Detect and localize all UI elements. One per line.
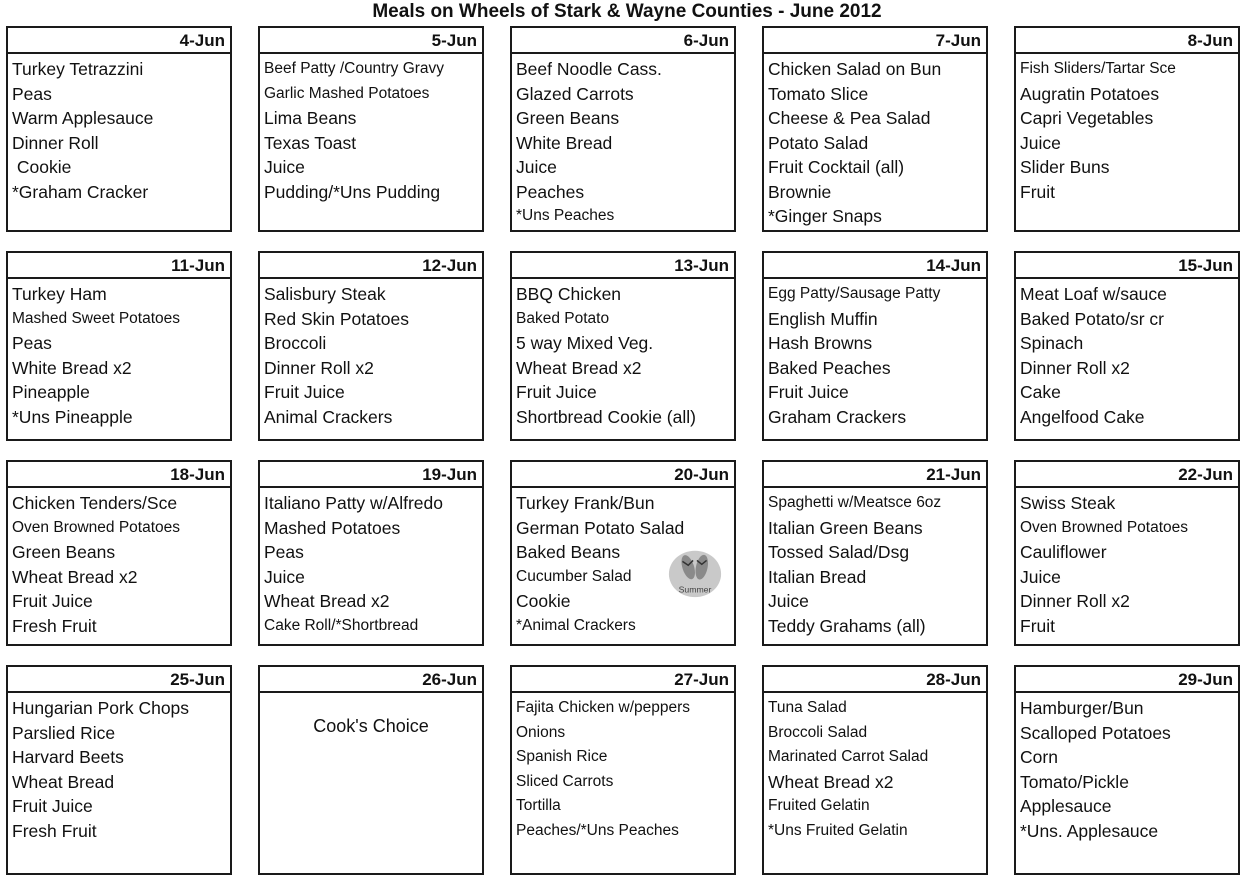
day-cell-22-jun: [1014, 460, 1240, 646]
menu-item: Shortbread Cookie (all): [516, 406, 696, 427]
day-cell-20-jun: [510, 460, 736, 646]
day-date: 15-Jun: [1016, 253, 1238, 279]
menu-item: Baked Peaches: [768, 357, 891, 378]
day-cell-28-jun: [762, 665, 988, 875]
menu-item: Tomato Slice: [768, 83, 869, 104]
menu-item: Mashed Sweet Potatoes: [12, 309, 181, 327]
menu-item: Juice: [768, 591, 809, 611]
menu-item: Red Skin Potatoes: [264, 308, 409, 329]
day-cell-26-jun: [258, 665, 484, 875]
day-cell-18-jun: [6, 460, 232, 646]
menu-item: Applesauce: [1020, 796, 1112, 816]
menu-item: Dinner Roll x2: [1020, 357, 1130, 378]
menu-item-list: [8, 693, 230, 843]
menu-item-list: [260, 488, 482, 638]
menu-item: Potato Salad: [768, 132, 869, 153]
menu-item: Baked Potato: [516, 309, 610, 327]
menu-item: Texas Toast: [264, 132, 357, 153]
day-date: 6-Jun: [512, 28, 734, 54]
menu-item: Beef Patty /Country Gravy: [264, 60, 445, 77]
menu-item: Juice: [516, 157, 557, 177]
menu-item: Baked Potato/sr cr: [1020, 308, 1164, 329]
day-cell-15-jun: [1014, 251, 1240, 441]
menu-item: Hungarian Pork Chops: [12, 698, 190, 718]
menu-item: BBQ Chicken: [516, 284, 622, 304]
menu-item: *Graham Cracker: [12, 181, 149, 202]
menu-item: Juice: [264, 157, 305, 177]
menu-item: Graham Crackers: [768, 406, 907, 427]
menu-item: Turkey Frank/Bun: [516, 493, 655, 513]
day-date: 18-Jun: [8, 462, 230, 488]
menu-item: Italian Green Beans: [768, 517, 923, 538]
menu-item: Dinner Roll x2: [1020, 591, 1130, 611]
menu-item: Egg Patty/Sausage Patty: [768, 285, 941, 302]
menu-item: Cheese & Pea Salad: [768, 108, 931, 128]
menu-item: Dinner Roll: [12, 132, 99, 153]
day-cell-21-jun: [762, 460, 988, 646]
menu-item: Spaghetti w/Meatsce 6oz: [768, 494, 942, 511]
menu-item: Tossed Salad/Dsg: [768, 542, 910, 562]
page-title: Meals on Wheels of Stark & Wayne Counties - June 2012: [372, 1, 882, 22]
menu-item: Sliced Carrots: [516, 772, 614, 790]
menu-item: Cake: [1020, 382, 1061, 402]
day-date: 5-Jun: [260, 28, 482, 54]
menu-item: Lima Beans: [264, 108, 357, 128]
day-date: 20-Jun: [512, 462, 734, 488]
menu-item: Swiss Steak: [1020, 493, 1116, 513]
day-date: 11-Jun: [8, 253, 230, 279]
menu-item: Fruit: [1020, 615, 1055, 636]
day-cell-6-jun: [510, 26, 736, 232]
menu-item: Oven Browned Potatoes: [1020, 518, 1189, 536]
menu-item-list: [260, 279, 482, 429]
day-date: 8-Jun: [1016, 28, 1238, 54]
menu-item: Fajita Chicken w/peppers: [516, 699, 691, 716]
menu-item: Fruit Juice: [12, 591, 93, 611]
menu-item: Green Beans: [12, 542, 116, 562]
day-cell-25-jun: [6, 665, 232, 875]
menu-item: *Uns Pineapple: [12, 406, 133, 427]
day-date: 22-Jun: [1016, 462, 1238, 488]
menu-item: Pineapple: [12, 382, 90, 402]
menu-item: Pudding/*Uns Pudding: [264, 181, 441, 202]
day-date: 29-Jun: [1016, 667, 1238, 693]
menu-item: Corn: [1020, 747, 1058, 767]
menu-item-list: [512, 54, 734, 229]
menu-item-list: [8, 279, 230, 429]
menu-item: Fresh Fruit: [12, 820, 97, 841]
day-date: 26-Jun: [260, 667, 482, 693]
day-cell-19-jun: [258, 460, 484, 646]
day-cell-7-jun: [762, 26, 988, 232]
menu-item: Hash Browns: [768, 333, 873, 353]
menu-item: Fish Sliders/Tartar Sce: [1020, 60, 1176, 77]
menu-item: Cake Roll/*Shortbread: [264, 616, 419, 634]
day-date: 12-Jun: [260, 253, 482, 279]
menu-item: *Uns Fruited Gelatin: [768, 821, 908, 839]
menu-item: Teddy Grahams (all): [768, 615, 926, 636]
menu-item: Marinated Carrot Salad: [768, 748, 929, 765]
day-date: 7-Jun: [764, 28, 986, 54]
menu-item: White Bread x2: [12, 357, 132, 378]
menu-item: Animal Crackers: [264, 406, 393, 427]
menu-item: Peas: [12, 333, 52, 353]
day-cell-8-jun: [1014, 26, 1240, 232]
menu-item: Wheat Bread: [12, 771, 115, 792]
day-date: 19-Jun: [260, 462, 482, 488]
menu-item: Fruited Gelatin: [768, 797, 870, 814]
menu-item: Juice: [264, 566, 305, 587]
menu-item: Mashed Potatoes: [264, 517, 401, 538]
menu-item: Spinach: [1020, 333, 1084, 353]
menu-item-list: [8, 54, 230, 204]
menu-item: Fruit Juice: [12, 796, 93, 816]
menu-item-list: [764, 279, 986, 429]
day-date: 4-Jun: [8, 28, 230, 54]
menu-item-list: [512, 279, 734, 429]
menu-item: Fruit: [1020, 181, 1055, 202]
day-date: 28-Jun: [764, 667, 986, 693]
menu-item: Fruit Juice: [264, 382, 345, 402]
menu-item-list: [764, 693, 986, 843]
cooks-choice-note: Cook's Choice: [313, 716, 429, 736]
menu-item: Glazed Carrots: [516, 83, 634, 104]
menu-item: Turkey Ham: [12, 284, 107, 304]
menu-item: Dinner Roll x2: [264, 357, 374, 378]
day-cell-11-jun: [6, 251, 232, 441]
menu-item: Peas: [12, 83, 52, 104]
menu-item-list: [512, 693, 734, 843]
menu-item: Green Beans: [516, 108, 620, 128]
flip-flops-summer-icon: [666, 544, 724, 602]
menu-item: Cookie: [12, 157, 72, 177]
menu-item: Broccoli Salad: [768, 723, 868, 741]
menu-item: Broccoli: [264, 333, 327, 353]
menu-item-list: [8, 488, 230, 638]
menu-item: Fresh Fruit: [12, 615, 97, 636]
summer-badge-text: Summer: [678, 584, 712, 595]
menu-item: Wheat Bread x2: [264, 591, 390, 611]
menu-item: Juice: [1020, 132, 1061, 153]
day-cell-4-jun: [6, 26, 232, 232]
day-date: 27-Jun: [512, 667, 734, 693]
day-date: 21-Jun: [764, 462, 986, 488]
menu-item: Spanish Rice: [516, 748, 608, 765]
menu-item: Peas: [264, 542, 304, 562]
day-date: 25-Jun: [8, 667, 230, 693]
menu-item: *Uns. Applesauce: [1020, 820, 1159, 841]
menu-item: Italiano Patty w/Alfredo: [264, 493, 443, 513]
menu-item: Warm Applesauce: [12, 108, 154, 128]
menu-item: Onions: [516, 723, 566, 741]
day-cell-29-jun: [1014, 665, 1240, 875]
menu-item: Wheat Bread x2: [768, 771, 894, 792]
menu-item: Scalloped Potatoes: [1020, 722, 1171, 743]
menu-item-list: [764, 54, 986, 229]
menu-item-list: [764, 488, 986, 638]
menu-item: 5 way Mixed Veg.: [516, 333, 654, 353]
menu-item: Harvard Beets: [12, 747, 124, 767]
menu-item: Italian Bread: [768, 566, 867, 587]
menu-item: Fruit Juice: [768, 382, 849, 402]
menu-item: Parslied Rice: [12, 722, 116, 743]
menu-item: Brownie: [768, 181, 832, 202]
menu-item-list: [1016, 488, 1238, 638]
menu-item: Juice: [1020, 566, 1061, 587]
menu-item: Wheat Bread x2: [12, 566, 138, 587]
menu-item: Cauliflower: [1020, 542, 1107, 562]
menu-item: Baked Beans: [516, 542, 621, 562]
menu-calendar-grid: [6, 26, 1240, 875]
menu-item: Slider Buns: [1020, 157, 1110, 177]
menu-item-list: [1016, 693, 1238, 843]
menu-item: Meat Loaf w/sauce: [1020, 284, 1167, 304]
menu-item: Oven Browned Potatoes: [12, 518, 181, 536]
menu-item-list: [1016, 54, 1238, 204]
menu-item: Tortilla: [516, 797, 561, 814]
menu-item: Cucumber Salad: [516, 567, 632, 585]
menu-item: Tuna Salad: [768, 699, 847, 716]
menu-item: White Bread: [516, 132, 613, 153]
menu-item: *Animal Crackers: [516, 616, 636, 634]
menu-item-list: [260, 54, 482, 204]
day-cell-27-jun: [510, 665, 736, 875]
menu-item: *Ginger Snaps: [768, 206, 882, 226]
day-cell-13-jun: [510, 251, 736, 441]
menu-item: Salisbury Steak: [264, 284, 386, 304]
menu-item: *Uns Peaches: [516, 207, 615, 224]
menu-item: Hamburger/Bun: [1020, 698, 1144, 718]
day-date: 13-Jun: [512, 253, 734, 279]
menu-item: Tomato/Pickle: [1020, 771, 1129, 792]
menu-item: Garlic Mashed Potatoes: [264, 84, 430, 102]
menu-item: Wheat Bread x2: [516, 357, 642, 378]
menu-item: Peaches/*Uns Peaches: [516, 821, 679, 839]
menu-item: English Muffin: [768, 308, 878, 329]
menu-item: German Potato Salad: [516, 517, 685, 538]
menu-item: Angelfood Cake: [1020, 406, 1145, 427]
day-date: 14-Jun: [764, 253, 986, 279]
menu-item: Beef Noodle Cass.: [516, 59, 662, 79]
menu-item: Capri Vegetables: [1020, 108, 1154, 128]
menu-item: Cookie: [516, 591, 571, 611]
menu-item: Augratin Potatoes: [1020, 83, 1160, 104]
menu-item-list: [1016, 279, 1238, 429]
menu-item: Peaches: [516, 181, 585, 202]
day-cell-14-jun: [762, 251, 988, 441]
day-cell-5-jun: [258, 26, 484, 232]
day-cell-12-jun: [258, 251, 484, 441]
menu-item: Chicken Tenders/Sce: [12, 493, 178, 513]
menu-item: Chicken Salad on Bun: [768, 59, 942, 79]
menu-item: Turkey Tetrazzini: [12, 59, 144, 79]
menu-item: Fruit Juice: [516, 382, 597, 402]
menu-item: Fruit Cocktail (all): [768, 157, 905, 177]
